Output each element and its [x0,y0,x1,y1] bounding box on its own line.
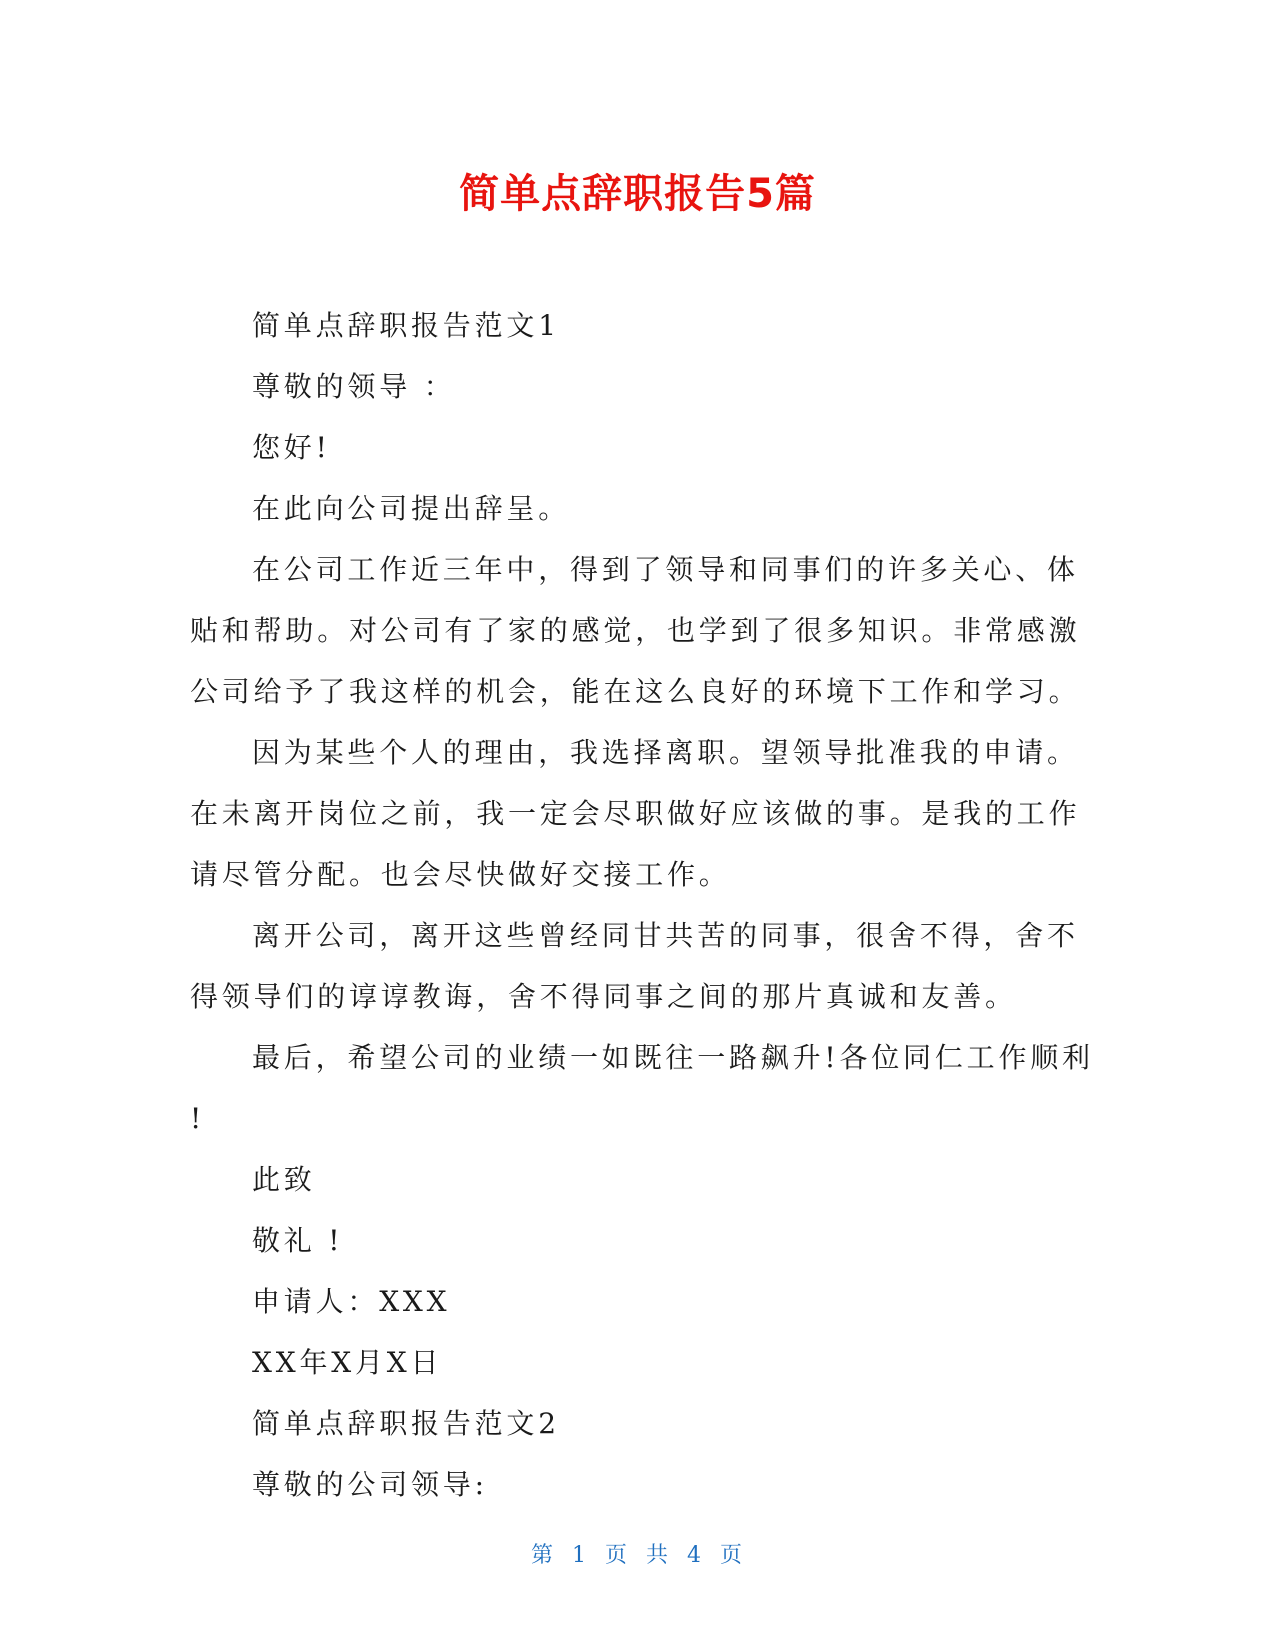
paragraph-line: 在公司工作近三年中，得到了领导和同事们的许多关心、体 [252,553,1079,586]
paragraph-line: 贴和帮助。对公司有了家的感觉，也学到了很多知识。非常感激 [190,614,1081,647]
closing-line: 敬礼 ! [252,1224,344,1257]
document-body [190,295,1094,1515]
date-line: XX年X月X日 [252,1346,443,1379]
section-heading: 简单点辞职报告范文1 [252,309,560,342]
paragraph-line: 得领导们的谆谆教诲，舍不得同事之间的那片真诚和友善。 [190,980,1017,1013]
applicant-line: 申请人：XXX [252,1285,451,1318]
paragraph-line: 在此向公司提出辞呈。 [252,492,571,525]
paragraph-line: 请尽管分配。也会尽快做好交接工作。 [190,858,731,891]
greeting: 您好! [252,431,331,464]
paragraph-line: 因为某些个人的理由，我选择离职。望领导批准我的申请。 [252,736,1079,769]
page-number: 第 1 页 共 4 页 [531,1543,744,1568]
closing-line: 此致 [252,1163,316,1196]
paragraph-line: 最后，希望公司的业绩一如既往一路飙升!各位同仁工作顺利 [252,1041,1094,1074]
paragraph-line: 公司给予了我这样的机会，能在这么良好的环境下工作和学习。 [190,675,1081,708]
salutation: 尊敬的领导 ： [252,370,456,403]
paragraph-line: 离开公司，离开这些曾经同甘共苦的同事，很舍不得，舍不 [252,919,1079,952]
paragraph-line: ! [190,1102,206,1135]
paragraph-line: 在未离开岗位之前，我一定会尽职做好应该做的事。是我的工作 [190,797,1081,830]
section-heading: 简单点辞职报告范文2 [252,1407,560,1440]
salutation: 尊敬的公司领导: [252,1468,488,1501]
document-title: 简单点辞职报告5篇 [459,171,816,217]
